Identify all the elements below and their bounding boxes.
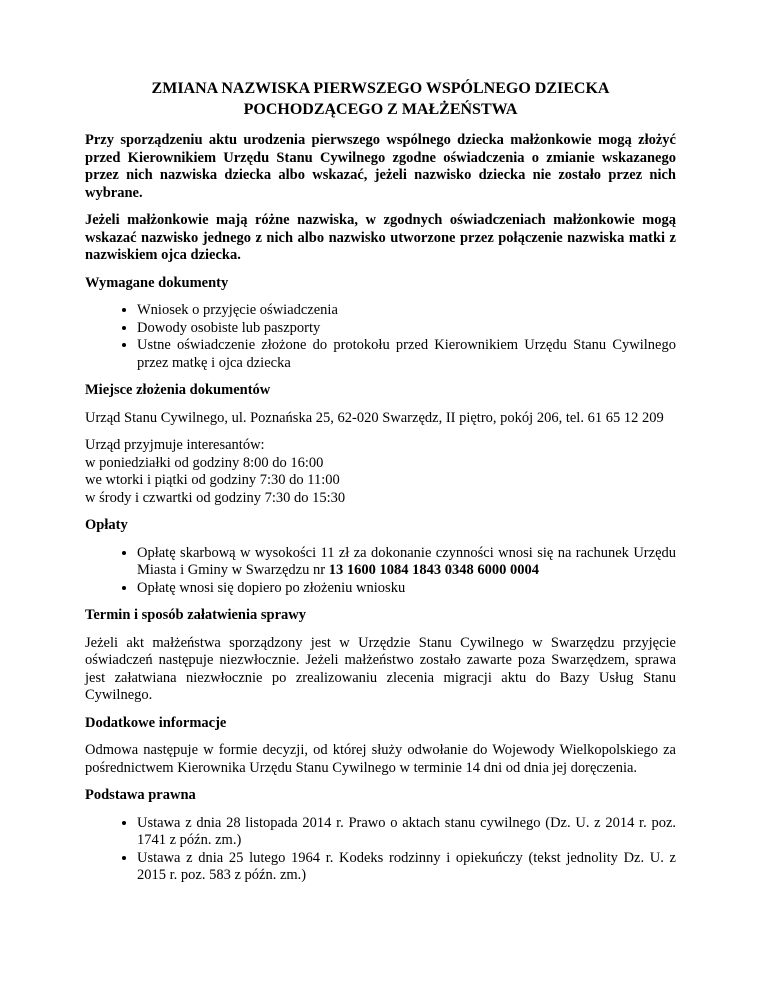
title-line-1: ZMIANA NAZWISKA PIERWSZEGO WSPÓLNEGO DZIECKA [151,80,610,97]
required-document-item-2: • Dowody osobiste lub paszporty [137,320,676,338]
heading-processing: Termin i sposób załatwienia sprawy [85,607,307,623]
legal-basis-item-1: • Ustawa z dnia 28 listopada 2014 r. Prawo o aktach stanu cywilnego (Dz. U. z 2014 r. poz. 1741 z późn. zm.) [137,815,676,850]
legal-basis-item-2: • Ustawa z dnia 25 lutego 1964 r. Kodeks rodzinny i opiekuńczy (tekst jednolity Dz. U. z 2015 r. poz. 583 z późn. zm.) [137,850,676,885]
legal-basis-list [85,815,676,885]
heading-submission-place: Miejsce złożenia dokumentów [85,382,271,398]
required-documents-list [85,302,676,372]
document-title [85,78,676,120]
office-hours-intro: Urząd przyjmuje interesantów: [85,437,265,453]
office-address: Urząd Stanu Cywilnego, ul. Poznańska 25, 62-020 Swarzędz, II piętro, pokój 206, tel. 61 65 12 209 [85,409,664,426]
office-hours-monday: w poniedziałki od godziny 8:00 do 16:00 [85,454,324,471]
fee-item-1-text: Opłatę skarbową w wysokości 11 zł za dokonanie czynności wnosi się na rachunek Urzędu Miasta i Gminy w Swarzędzu nr [137,544,676,578]
required-document-item-3: • Ustne oświadczenie złożone do protokołu przed Kierownikiem Urzędu Stanu Cywilnego przez matkę i ojca dziecka [137,337,676,372]
heading-fees: Opłaty [85,517,128,533]
heading-additional-info: Dodatkowe informacje [85,714,227,731]
required-document-item-1: • Wniosek o przyjęcie oświadczenia [137,302,676,320]
heading-legal-basis: Podstawa prawna [85,787,196,803]
heading-required-documents: Wymagane dokumenty [85,274,229,291]
title-line-2: POCHODZĄCEGO Z MAŁŻEŃSTWA [243,101,518,118]
fees-list [85,545,676,598]
processing-paragraph: Jeżeli akt małżeństwa sporządzony jest w Urzędzie Stanu Cywilnego w Swarzędzu przyjęcie oświadczeń następuje niezwłocznie. Jeżeli małżeństwo zostało zawarte poza Swarzędzem, sprawa jest załatwiana niezwłocznie po zrealizowaniu zlecenia migracji aktu do Bazy Usług Stanu Cywilnego. [85,634,676,703]
fee-item-1 [137,545,676,580]
office-hours-wednesday-thursday: w środy i czwartki od godziny 7:30 do 15:30 [85,489,346,506]
intro-paragraph-1: Przy sporządzeniu aktu urodzenia pierwszego wspólnego dziecka małżonkowie mogą złożyć przed Kierownikiem Urzędu Stanu Cywilnego zgodne oświadczenia o zmianie wskazanego przez nich nazwiska dziecka albo wskazać, jeżeli nazwisko dziecka nie zostało przez nich wybrane. [85,132,676,201]
fee-item-2: • Opłatę wnosi się dopiero po złożeniu wniosku [137,580,676,598]
office-hours [85,437,676,507]
intro-paragraph-2: Jeżeli małżonkowie mają różne nazwiska, w zgodnych oświadczeniach małżonkowie mogą wskazać nazwisko jednego z nich albo nazwisko utworzone przez połączenie nazwiska matki z nazwiskiem ojca dziecka. [85,212,676,263]
additional-info-paragraph: Odmowa następuje w formie decyzji, od której służy odwołanie do Wojewody Wielkopolskiego za pośrednictwem Kierownika Urzędu Stanu Cywilnego w terminie 14 dni od dnia jej doręczenia. [85,742,676,776]
fee-account-number: 13 1600 1084 1843 0348 6000 0004 [328,562,539,578]
office-hours-tuesday-friday: we wtorki i piątki od godziny 7:30 do 11:00 [85,472,340,488]
